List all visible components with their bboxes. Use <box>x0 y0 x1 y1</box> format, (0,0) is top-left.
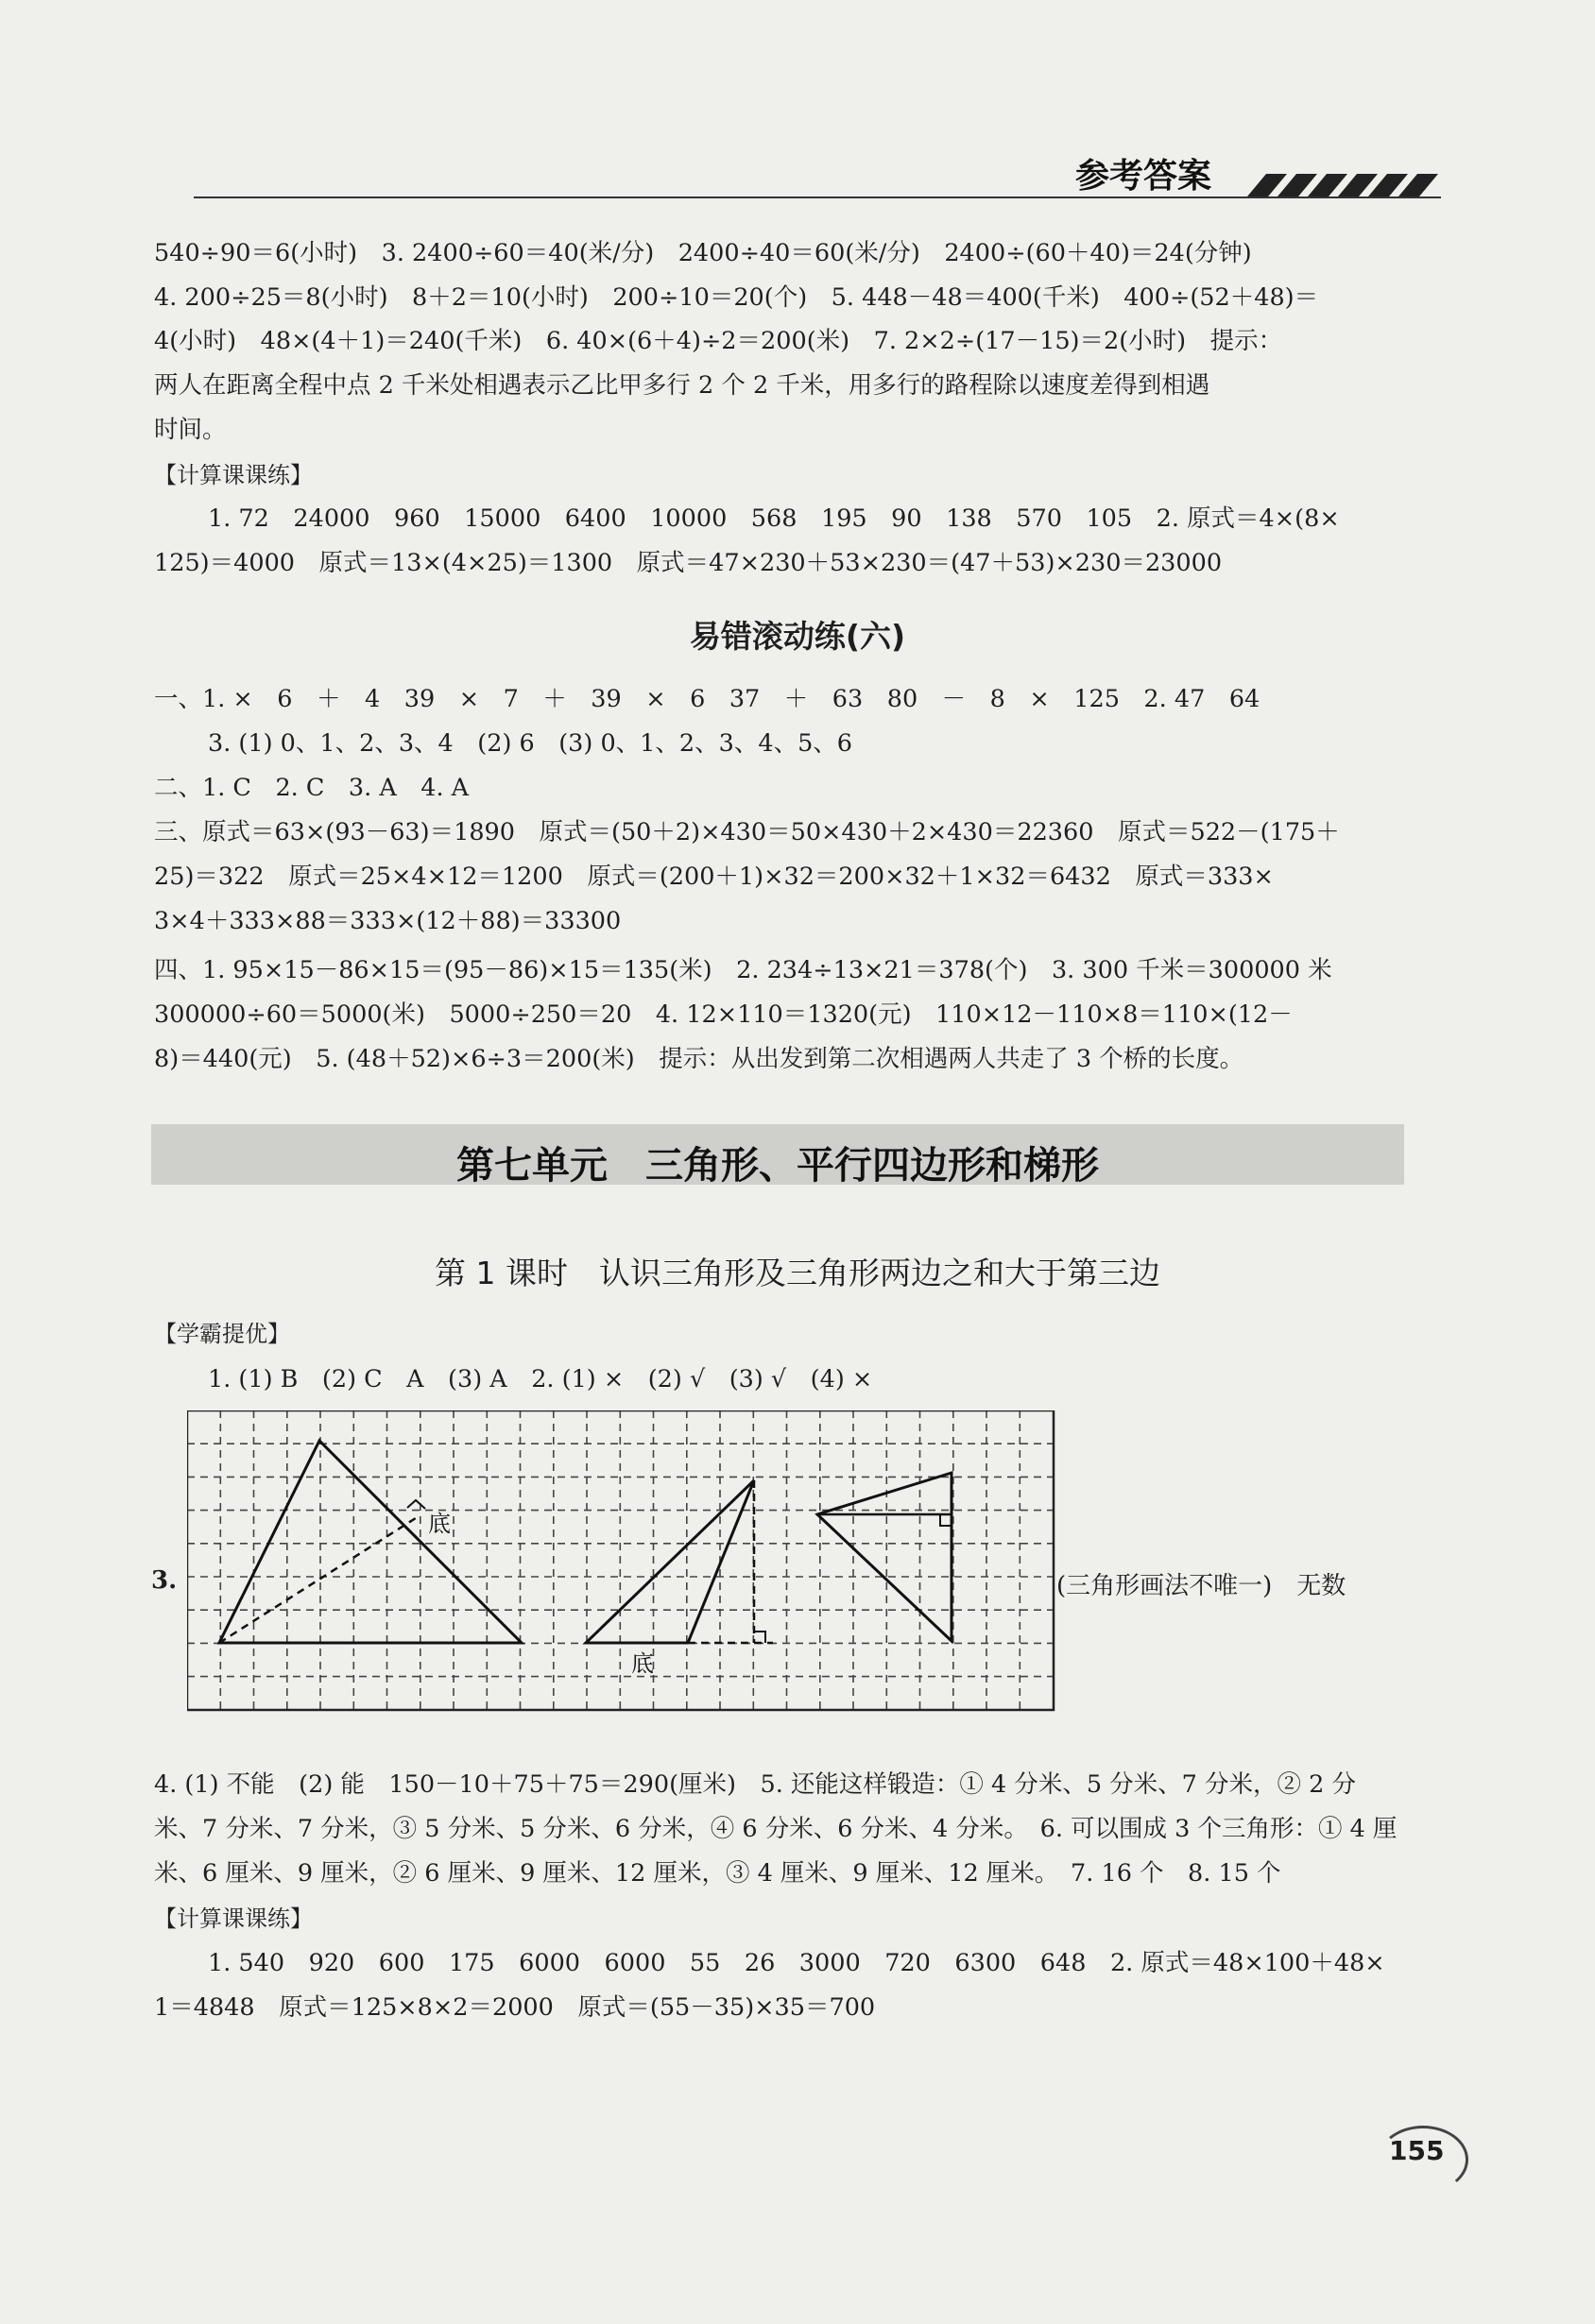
base-label-2: 底 <box>631 1650 654 1677</box>
diagram-note: (三角形画法不唯一) 无数 <box>1056 1572 1346 1600</box>
answer-line: 300000÷60＝5000(米) 5000÷250＝20 4. 12×110＝1320(元) 110×12－110×8＝110×(12－ <box>154 1000 1293 1029</box>
right-angle-mark-3 <box>940 1514 952 1526</box>
unit-banner <box>151 1124 1404 1188</box>
triangle-3 <box>817 1473 952 1641</box>
answer-line: 三、原式＝63×(93－63)＝1890 原式＝(50＋2)×430＝50×430＋2×430＝22360 原式＝522－(175＋ <box>154 818 1340 846</box>
triangle-1 <box>219 1441 522 1643</box>
answer-line: 8)＝440(元) 5. (48＋52)×6÷3＝200(米) 提示：从出发到第二次相遇两人共走了 3 个桥的长度。 <box>154 1045 1244 1073</box>
header-decoration <box>1238 174 1442 197</box>
answer-line: 两人在距离全程中点 2 千米处相遇表示乙比甲多行 2 个 2 千米，用多行的路程除以速度差得到相遇 <box>154 371 1210 400</box>
answer-line: 1. 540 920 600 175 6000 6000 55 26 3000 720 6300 648 2. 原式＝48×100＋48× <box>208 1949 1385 1977</box>
answer-line: 1＝4848 原式＝125×8×2＝2000 原式＝(55－35)×35＝700 <box>154 1993 876 2022</box>
answer-line: 二、1. C 2. C 3. A 4. A <box>154 774 470 802</box>
header-rule <box>194 197 1441 198</box>
answer-line: 4. 200÷25＝8(小时) 8＋2＝10(小时) 200÷10＝20(个) 5. 448－48＝400(千米) 400÷(52＋48)＝ <box>154 283 1319 312</box>
calc-practice-tag: 【计算课课练】 <box>154 462 313 488</box>
right-angle-mark-2 <box>754 1632 765 1643</box>
answer-line: 4(小时) 48×(4＋1)＝240(千米) 6. 40×(6＋4)÷2＝200(米) 7. 2×2÷(17－15)＝2(小时) 提示： <box>154 327 1283 355</box>
answer-line: 25)＝322 原式＝25×4×12＝1200 原式＝(200＋1)×32＝200×32＋1×32＝6432 原式＝333× <box>154 863 1274 891</box>
answer-line: 1. 72 24000 960 15000 6400 10000 568 195 90 138 570 105 2. 原式＝4×(8× <box>208 504 1340 533</box>
answer-line: 4. (1) 不能 (2) 能 150－10＋75＋75＝290(厘米) 5. 还能这样锻造：① 4 分米、5 分米、7 分米，② 2 分 <box>154 1770 1356 1799</box>
right-angle-mark-1 <box>407 1500 425 1509</box>
answer-line: 3. (1) 0、1、2、3、4 (2) 6 (3) 0、1、2、3、4、5、6 <box>208 729 853 758</box>
unit-title: 第七单元 三角形、平行四边形和梯形 <box>456 1144 1099 1188</box>
answer-line: 125)＝4000 原式＝13×(4×25)＝1300 原式＝47×230＋53×230＝(47＋53)×230＝23000 <box>154 549 1223 577</box>
grid-lines <box>187 1410 1054 1710</box>
answer-line: 1. (1) B (2) C A (3) A 2. (1) × (2) √ (3) √ (4) × <box>208 1365 873 1393</box>
answer-line: 一、1. × 6 ＋ 4 39 × 7 ＋ 39 × 6 37 ＋ 63 80 － 8 × 125 2. 47 64 <box>154 685 1261 713</box>
header-title: 参考答案 <box>1075 157 1212 196</box>
calc-practice-tag: 【计算课课练】 <box>154 1905 313 1932</box>
triangle-grid-diagram <box>187 1410 1056 1713</box>
answer-line: 米、6 厘米、9 厘米，② 6 厘米、9 厘米、12 厘米，③ 4 厘米、9 厘米、12 厘米。 7. 16 个 8. 15 个 <box>154 1859 1281 1888</box>
page-number: 155 <box>1389 2135 1445 2166</box>
lesson-title: 第 1 课时 认识三角形及三角形两边之和大于第三边 <box>435 1255 1160 1291</box>
answer-line: 3×4＋333×88＝333×(12＋88)＝33300 <box>154 907 622 935</box>
question-3-label: 3. <box>151 1566 178 1595</box>
answer-line: 四、1. 95×15－86×15＝(95－86)×15＝135(米) 2. 234÷13×21＝378(个) 3. 300 千米＝300000 米 <box>154 956 1332 984</box>
section-title: 易错滚动练(六) <box>689 618 906 655</box>
answer-line: 540÷90＝6(小时) 3. 2400÷60＝40(米/分) 2400÷40＝60(米/分) 2400÷(60＋40)＝24(分钟) <box>154 239 1252 267</box>
answer-line: 时间。 <box>154 416 227 444</box>
answer-line: 米、7 分米、7 分米，③ 5 分米、5 分米、6 分米，④ 6 分米、6 分米、4 分米。 6. 可以围成 3 个三角形：① 4 厘 <box>154 1815 1398 1843</box>
base-label-1: 底 <box>428 1511 451 1537</box>
triangle-2 <box>586 1480 754 1643</box>
xueba-tag: 【学霸提优】 <box>154 1321 290 1347</box>
